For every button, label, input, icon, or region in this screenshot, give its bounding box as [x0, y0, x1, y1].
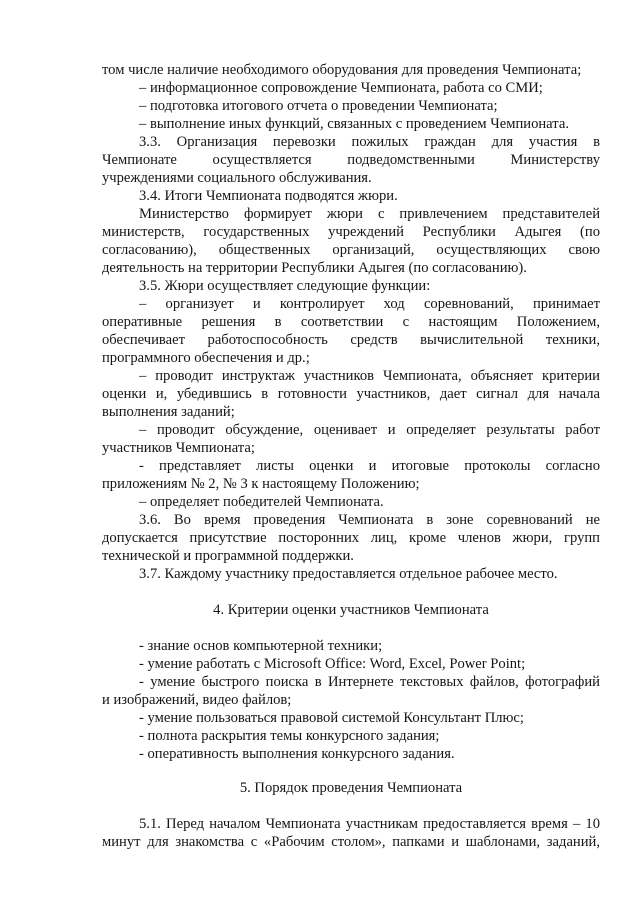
list-item: - представляет листы оценки и итоговые протоколы согласно: [139, 458, 600, 474]
paragraph-line: учреждениями социального обслуживания.: [102, 170, 372, 186]
paragraph-line: согласованию), общественных организаций, осуществляющих свою: [102, 242, 600, 258]
paragraph-line: 3.6. Во время проведения Чемпионата в зоне соревнований не: [139, 512, 600, 528]
list-item: - умение пользоваться правовой системой Консультант Плюс;: [139, 710, 524, 726]
section-heading: 5. Порядок проведения Чемпионата: [239, 780, 463, 796]
paragraph-line: допускается присутствие посторонних лиц, кроме членов жюри, групп: [102, 530, 600, 546]
paragraph-line: Чемпионате осуществляется подведомственными Министерству: [102, 152, 600, 168]
list-item: выполнения заданий;: [102, 404, 235, 420]
list-item: - оперативность выполнения конкурсного задания.: [139, 746, 455, 762]
list-item: программного обеспечения и др.;: [102, 350, 310, 366]
paragraph-line: технической и программной поддержки.: [102, 548, 354, 564]
list-item: – проводит обсуждение, оценивает и определяет результаты работ: [139, 422, 600, 438]
list-item: оценки и, убедившись в готовности участников, дает сигнал для начала: [102, 386, 600, 402]
paragraph-line: 3.5. Жюри осуществляет следующие функции:: [139, 278, 431, 294]
list-item: – информационное сопровождение Чемпионата, работа со СМИ;: [139, 80, 543, 96]
paragraph-line: деятельность на территории Республики Адыгея (по согласованию).: [102, 260, 527, 276]
list-item: – организует и контролирует ход соревнований, принимает: [139, 296, 600, 312]
list-item: – выполнение иных функций, связанных с проведением Чемпионата.: [139, 116, 569, 132]
list-item: – проводит инструктаж участников Чемпионата, объясняет критерии: [139, 368, 600, 384]
list-item: - полнота раскрытия темы конкурсного задания;: [139, 728, 440, 744]
section-heading: 4. Критерии оценки участников Чемпионата: [213, 602, 489, 618]
paragraph-line: министерств, государственных учреждений Республики Адыгея (по: [102, 224, 600, 240]
list-item: – подготовка итогового отчета о проведении Чемпионата;: [139, 98, 498, 114]
paragraph-line: Министерство формирует жюри с привлечением представителей: [139, 206, 600, 222]
paragraph-line: 5.1. Перед началом Чемпионата участникам предоставляется время – 10: [139, 816, 600, 832]
list-item: приложениям № 2, № 3 к настоящему Положению;: [102, 476, 420, 492]
paragraph-line: 3.7. Каждому участнику предоставляется отдельное рабочее место.: [139, 566, 558, 582]
list-item: - знание основ компьютерной техники;: [139, 638, 383, 654]
paragraph-line: 3.4. Итоги Чемпионата подводятся жюри.: [139, 188, 398, 204]
list-item: оперативные решения в соответствии с настоящим Положением,: [102, 314, 600, 330]
paragraph-line: 3.3. Организация перевозки пожилых граждан для участия в: [139, 134, 600, 150]
list-item: и изображений, видео файлов;: [102, 692, 292, 708]
list-item: обеспечивает работоспособность средств вычислительной техники,: [102, 332, 600, 348]
list-item: участников Чемпионата;: [102, 440, 255, 456]
list-item: – определяет победителей Чемпионата.: [139, 494, 384, 510]
paragraph-line: минут для знакомства с «Рабочим столом», папками и шаблонами, заданий,: [102, 834, 600, 850]
text-line: том числе наличие необходимого оборудования для проведения Чемпионата;: [102, 62, 582, 78]
list-item: - умение работать с Microsoft Office: Word, Excel, Power Point;: [139, 656, 526, 672]
list-item: - умение быстрого поиска в Интернете текстовых файлов, фотографий: [139, 674, 600, 690]
